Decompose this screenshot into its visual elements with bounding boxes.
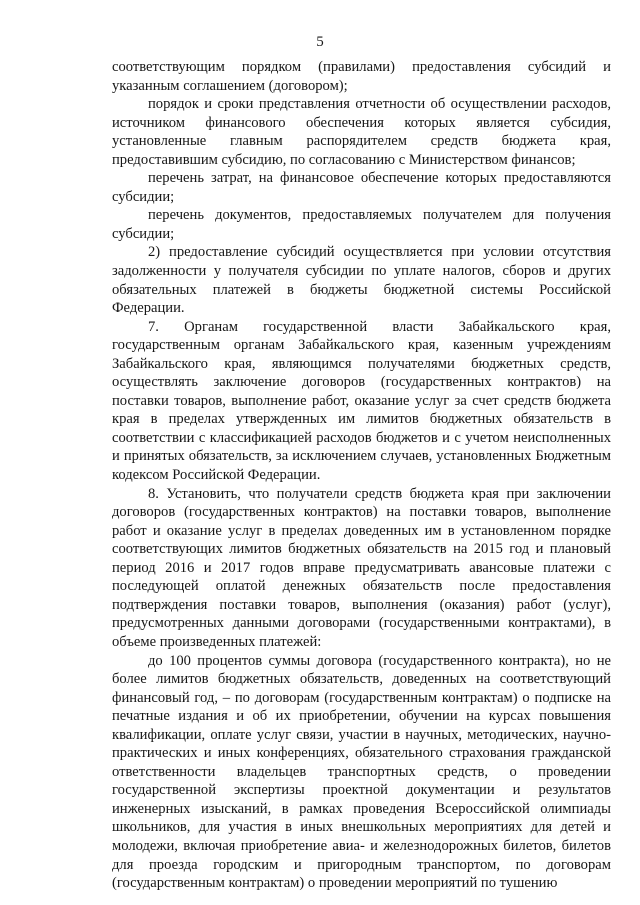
paragraph-document-list: перечень документов, предоставляемых получателем для получения субсидии;: [112, 207, 611, 242]
page-number: 5: [316, 34, 324, 50]
document-body: [112, 58, 611, 893]
paragraph-advance-payment: до 100 процентов суммы договора (государственного контракта), но не более лимитов бюджетных обязательств, доведенных на соответствующий финансовый год, – по договорам (государственным контрактам) о подписке на печатные издания и об их приобретении, обучении на курсах повышения квалификации, оплате услуг связи, участии в научных, методических, научно-практических и иных конференциях, обязательного страхования гражданской ответственности владельцев транспортных средств, о проведении государственной экспертизы проектной документации и результатов инженерных изысканий, в рамках проведения Всероссийской олимпиады школьников, для участия в иных внешкольных мероприятиях для детей и молодежи, включая приобретение авиа- и железнодорожных билетов, билетов для проезда городским и пригородным транспортом, по договорам (государственным контрактам) о проведении мероприятий по тушению: [112, 652, 611, 892]
paragraph-reporting-procedure: порядок и сроки представления отчетности об осуществлении расходов, источником финансового обеспечения которых является субсидия, установленные главным распорядителем средств бюджета края, предоставившим субсидию, по согласованию с Министерством финансов;: [112, 96, 611, 168]
paragraph-cost-list: перечень затрат, на финансовое обеспечение которых предоставляются субсидии;: [112, 170, 611, 205]
paragraph-clause-2: 2) предоставление субсидий осуществляется при условии отсутствия задолженности у получателя субсидии по уплате налогов, сборов и других обязательных платежей в бюджеты бюджетной системы Российской Федерации.: [112, 244, 611, 317]
paragraph-continuation: соответствующим порядком (правилами) предоставления субсидий и указанным соглашением (договором);: [112, 59, 611, 94]
paragraph-section-7: 7. Органам государственной власти Забайкальского края, государственным органам Забайкальского края, казенным учреждениям Забайкальского края, являющимся получателями бюджетных средств, осуществлять заключение договоров (государственных контрактов) на поставки товаров, выполнение работ, оказание услуг за счет средств бюджета края в пределах утвержденных им лимитов бюджетных обязательств в соответствии с классификацией расходов бюджетов и с учетом неисполненных и принятых обязательств, за исключением случаев, установленных Бюджетным кодексом Российской Федерации.: [112, 318, 611, 484]
paragraph-section-8: 8. Установить, что получатели средств бюджета края при заключении договоров (государственных контрактов) на поставки товаров, выполнение работ и оказание услуг в пределах доведенных им в установленном порядке соответствующих лимитов бюджетных обязательств на 2015 год и плановый период 2016 и 2017 годов вправе предусматривать авансовые платежи с последующей оплатой денежных обязательств после предоставления подтверждения поставки товаров, выполнения (оказания) работ (услуг), предусмотренных данными договорами (государственными контрактами), в объеме произведенных платежей:: [112, 485, 611, 650]
